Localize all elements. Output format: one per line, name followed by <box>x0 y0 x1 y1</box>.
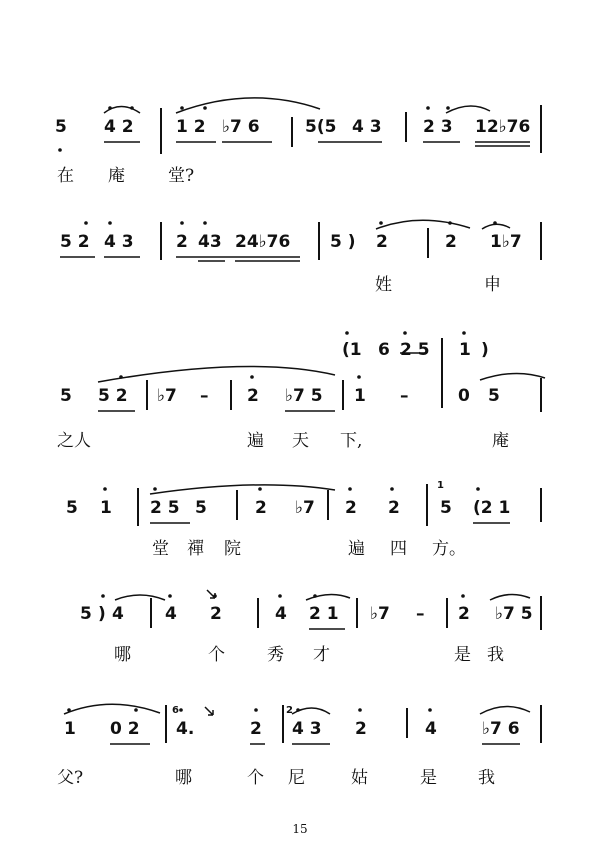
lyric: 哪 <box>114 645 131 665</box>
note: 1 <box>354 386 366 406</box>
note: 5 <box>66 498 78 518</box>
note: 2 <box>376 232 388 252</box>
note: 5 <box>55 117 67 137</box>
grace-note: 6 <box>172 705 179 716</box>
lyric: 天 <box>292 431 309 451</box>
note: 5 <box>440 498 452 518</box>
note: 2 5 <box>150 498 180 518</box>
note: (1 <box>342 340 362 360</box>
lyric: 禪 <box>187 539 204 559</box>
note: 4 <box>425 719 437 739</box>
note: 24♭76 <box>235 232 291 252</box>
lyric: 是 <box>454 645 471 665</box>
barline <box>165 705 167 743</box>
note: 0 2 <box>110 719 140 739</box>
barline <box>406 708 408 738</box>
lyric: 是 <box>420 768 437 788</box>
note: 4 <box>112 604 124 624</box>
barline <box>318 222 320 260</box>
note: 5(5 <box>305 117 337 137</box>
barline <box>540 705 542 743</box>
lyric: 堂 <box>152 539 169 559</box>
lyric: 庵 <box>492 431 509 451</box>
note: 5 ) <box>330 232 356 252</box>
barline <box>446 598 448 628</box>
lyric: 才 <box>313 645 330 665</box>
note: 4 3 <box>352 117 382 137</box>
lyric: 遍 <box>348 539 365 559</box>
note: 2 <box>250 719 262 739</box>
barline <box>137 488 139 526</box>
lyric: 下, <box>340 431 363 451</box>
note: 4 <box>165 604 177 624</box>
note: 2 3 <box>423 117 453 137</box>
lyric: 堂? <box>168 166 195 186</box>
note: ♭7 5 <box>495 604 533 624</box>
barline <box>426 484 428 526</box>
barline <box>427 228 429 258</box>
lyric: 姓 <box>375 275 392 295</box>
note: 1♭7 <box>490 232 522 252</box>
note: – <box>400 386 409 406</box>
note: ♭7 6 <box>482 719 520 739</box>
note: 5 2 <box>60 232 90 252</box>
note: 2 <box>355 719 367 739</box>
note: – <box>416 604 425 624</box>
note: 4. <box>176 719 195 739</box>
note: ♭7 5 <box>285 386 323 406</box>
note: 2 <box>247 386 259 406</box>
note: ) <box>481 340 489 360</box>
barline <box>441 338 443 408</box>
barline <box>291 117 293 147</box>
lyric: 秀 <box>267 645 284 665</box>
barline <box>257 598 259 628</box>
note: 12♭76 <box>475 117 531 137</box>
lyric: 遍 <box>247 431 264 451</box>
barline <box>356 598 358 628</box>
note: 1 <box>459 340 471 360</box>
note: 43 <box>198 232 222 252</box>
note: 4 3 <box>292 719 322 739</box>
page-number: 15 <box>292 822 308 836</box>
barline <box>150 598 152 628</box>
note: 2 5 <box>400 340 430 360</box>
note: 2 <box>176 232 188 252</box>
note: 5 2 <box>98 386 128 406</box>
note: 5 <box>195 498 207 518</box>
grace-note: 2 <box>286 705 293 716</box>
note: 5 <box>488 386 500 406</box>
barline <box>540 596 542 630</box>
lyric: 之人 <box>57 431 91 451</box>
barline <box>540 488 542 522</box>
note: (2 1 <box>473 498 511 518</box>
barline <box>540 105 542 153</box>
note: 2 <box>458 604 470 624</box>
note: 5 <box>80 604 92 624</box>
barline <box>236 490 238 520</box>
barline <box>146 380 148 410</box>
lyric: 方。 <box>432 539 466 559</box>
lyric: 姑 <box>351 768 368 788</box>
lyric: 哪 <box>175 768 192 788</box>
lyric: 四 <box>390 539 407 559</box>
lyric: 个 <box>247 768 264 788</box>
lyric: 尼 <box>288 768 305 788</box>
note: 6 <box>378 340 390 360</box>
note: 2 <box>210 604 222 624</box>
lyric: 父? <box>57 768 84 788</box>
note: ♭7 <box>157 386 177 406</box>
lyric: 个 <box>208 645 225 665</box>
note: ) <box>98 604 106 624</box>
lyric: 申 <box>484 275 501 295</box>
barline <box>540 222 542 260</box>
note: 2 <box>345 498 357 518</box>
lyric: 在 <box>57 166 74 186</box>
note: 5 <box>60 386 72 406</box>
note: 1 <box>100 498 112 518</box>
barline <box>405 112 407 142</box>
lyric: 我 <box>487 645 504 665</box>
lyric: 庵 <box>108 166 125 186</box>
note: 4 <box>275 604 287 624</box>
barline <box>540 378 542 412</box>
lyric: 我 <box>478 768 495 788</box>
barline <box>327 490 329 520</box>
note: 1 2 <box>176 117 206 137</box>
note: 2 1 <box>309 604 339 624</box>
lyric: 院 <box>224 539 241 559</box>
note: ♭7 <box>295 498 315 518</box>
note: ♭7 6 <box>222 117 260 137</box>
barline <box>282 705 284 743</box>
note: 0 <box>458 386 470 406</box>
note: 4 2 <box>104 117 134 137</box>
note: 1 <box>64 719 76 739</box>
note: 2 <box>255 498 267 518</box>
grace-note: 1 <box>437 480 444 491</box>
note: 2 <box>445 232 457 252</box>
barline <box>160 222 162 260</box>
barline <box>342 380 344 410</box>
barline <box>160 108 162 154</box>
note: – <box>200 386 209 406</box>
barline <box>230 380 232 410</box>
note: 4 3 <box>104 232 134 252</box>
note: ♭7 <box>370 604 390 624</box>
note: 2 <box>388 498 400 518</box>
